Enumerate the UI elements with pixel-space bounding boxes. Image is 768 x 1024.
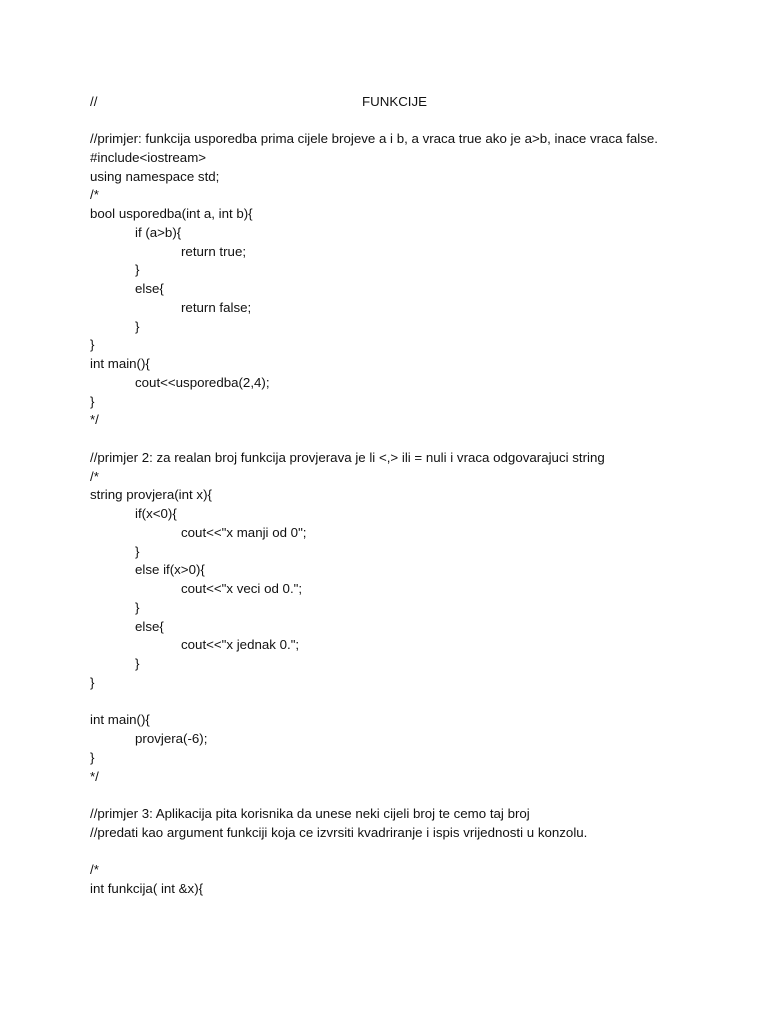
code-line: cout<<"x manji od 0";	[181, 524, 307, 540]
code-line: int funkcija( int &x){	[90, 881, 204, 896]
blank-line	[90, 430, 670, 449]
code-line: }	[135, 318, 140, 334]
code-line: using namespace std;	[90, 168, 220, 184]
code-line: cout<<"x veci od 0.";	[181, 581, 303, 596]
comment-line: //primjer: funkcija usporedba prima cijele brojeve a i b, a vraca true ako je a>b, inace vraca false.	[90, 131, 658, 146]
document-title: FUNKCIJE	[362, 94, 428, 109]
code-line: provjera(-6);	[135, 731, 208, 746]
comment-line: //primjer 2: za realan broj funkcija provjerava je li <,> ili = nuli i vraca odgovarajuci string	[90, 449, 605, 465]
code-line: */	[90, 412, 99, 428]
code-line: }	[135, 262, 140, 278]
code-line: string provjera(int x){	[90, 487, 212, 503]
code-line: int main(){	[90, 356, 150, 371]
code-line: }	[90, 674, 95, 690]
blank-line	[90, 843, 670, 862]
code-line: }	[90, 337, 95, 353]
code-line: }	[135, 599, 140, 615]
code-line: cout<<"x jednak 0.";	[181, 637, 300, 653]
code-line: #include<iostream>	[90, 149, 207, 165]
code-line: */	[90, 768, 99, 784]
document-body	[90, 130, 670, 899]
code-line: return false;	[181, 299, 252, 315]
code-line: }	[135, 543, 140, 559]
code-line: int main(){	[90, 712, 150, 728]
code-line: else{	[135, 281, 164, 296]
code-line: if (a>b){	[135, 224, 182, 240]
code-line: cout<<usporedba(2,4);	[135, 374, 270, 390]
code-line: /*	[90, 862, 99, 878]
code-line: /*	[90, 468, 99, 484]
comment-line: //predati kao argument funkciji koja ce izvrsiti kvadriranje i ispis vrijednosti u konzolu.	[90, 824, 588, 840]
code-line: /*	[90, 187, 99, 203]
title-comment-marker: //	[90, 94, 98, 109]
code-line: }	[135, 656, 140, 671]
blank-line	[90, 693, 670, 712]
comment-line: //primjer 3: Aplikacija pita korisnika da unese neki cijeli broj te cemo taj broj	[90, 806, 530, 821]
blank-line	[90, 786, 670, 805]
title-line	[90, 93, 690, 111]
code-line: bool usporedba(int a, int b){	[90, 206, 253, 221]
code-line: return true;	[181, 243, 247, 259]
code-line: else{	[135, 618, 164, 634]
code-line: else if(x>0){	[135, 562, 205, 578]
code-line: }	[90, 393, 95, 409]
code-line: }	[90, 749, 95, 765]
code-line: if(x<0){	[135, 506, 177, 521]
